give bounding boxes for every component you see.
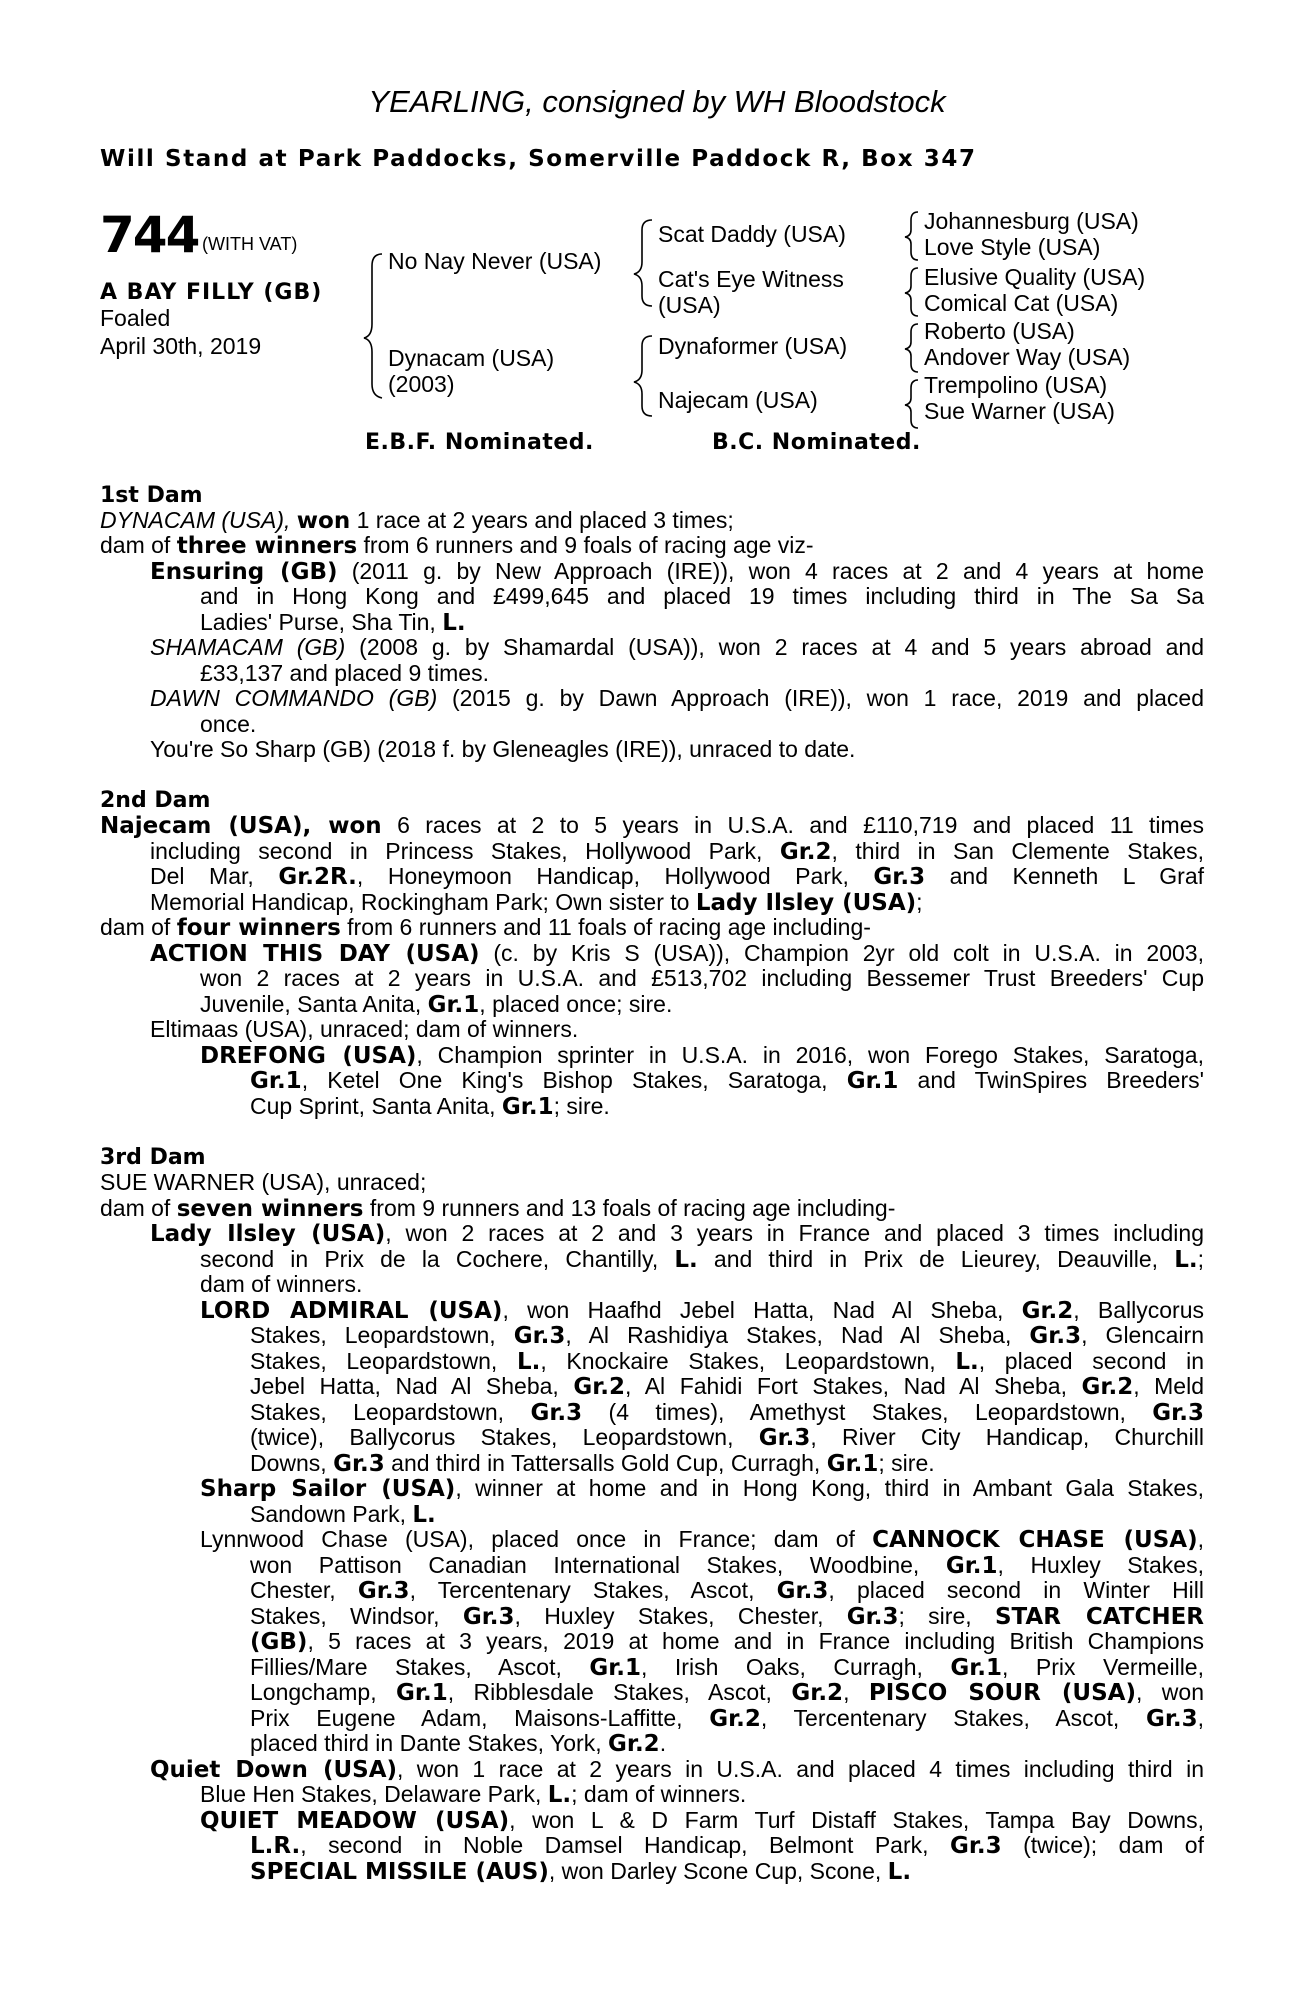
second-dam-line: DREFONG (USA), Champion sprinter in U.S.A. in 2016, won Forego Stakes, Saratoga, [200,1042,1204,1069]
third-dam-line: (GB), 5 races at 3 years, 2019 at home and in France including British Champions [250,1628,1204,1655]
third-dam-line: Sandown Park, L. [250,1501,436,1528]
pedigree-sire-dam-cont: (USA) [658,292,721,318]
pedigree-sire: No Nay Never (USA) [388,248,602,274]
third-dam-line: Lynnwood Chase (USA), placed once in France; dam of CANNOCK CHASE (USA), [200,1526,1204,1553]
second-dam-line: Del Mar, Gr.2R., Honeymoon Handicap, Hollywood Park, Gr.3 and Kenneth L Graf [150,863,1205,890]
pedigree-g1: Johannesburg (USA) [924,208,1139,234]
pedigree-sire-dam: Cat's Eye Witness [658,266,844,292]
first-dam-line: and in Hong Kong and £499,645 and placed 19 times including third in The Sa Sa [200,583,1204,609]
first-dam-line: SHAMACAM (GB) (2008 g. by Shamardal (USA)), won 2 races at 4 and 5 years abroad and [150,634,1204,660]
third-dam-line: Stakes, Leopardstown, Gr.3, Al Rashidiya Stakes, Nad Al Sheba, Gr.3, Glencairn [250,1322,1204,1349]
brace-g1 [905,212,918,260]
first-dam-line: DAWN COMMANDO (GB) (2015 g. by Dawn Approach (IRE)), won 1 race, 2019 and placed [150,685,1204,711]
second-dam-line: ACTION THIS DAY (USA) (c. by Kris S (USA)), Champion 2yr old colt in U.S.A. in 2003, [150,940,1204,967]
ebf-nominated: E.B.F. Nominated. [365,430,594,455]
third-dam-line: won Pattison Canadian International Stakes, Woodbine, Gr.1, Huxley Stakes, [250,1552,1204,1579]
first-dam-line: once. [200,711,257,737]
third-dam-line: (twice), Ballycorus Stakes, Leopardstown, Gr.3, River City Handicap, Churchill [250,1424,1204,1451]
third-dam-line: Lady Ilsley (USA), won 2 races at 2 and 3 years in France and placed 3 times including [150,1220,1205,1247]
pedigree-dam-dam: Najecam (USA) [658,387,818,413]
pedigree-g3: Elusive Quality (USA) [924,264,1146,290]
first-dam-line: DYNACAM (USA), won 1 race at 2 years and placed 3 times; [100,507,734,534]
foaled-date: April 30th, 2019 [100,333,262,359]
third-dam-heading: 3rd Dam [100,1145,206,1170]
third-dam-line: Fillies/Mare Stakes, Ascot, Gr.1, Irish Oaks, Curragh, Gr.1, Prix Vermeille, [250,1654,1204,1681]
third-dam-line: Downs, Gr.3 and third in Tattersalls Gold Cup, Curragh, Gr.1; sire. [250,1450,935,1477]
third-dam-line: Prix Eugene Adam, Maisons-Laffitte, Gr.2, Tercentenary Stakes, Ascot, Gr.3, [250,1705,1205,1732]
first-dam-line: Ensuring (GB) (2011 g. by New Approach (IRE)), won 4 races at 2 and 4 years at home [150,558,1204,585]
pedigree-g6: Andover Way (USA) [924,344,1131,370]
horse-description: A BAY FILLY (GB) [100,280,323,305]
third-dam-line: placed third in Dante Stakes, York, Gr.2. [250,1730,667,1757]
third-dam-line: SUE WARNER (USA), unraced; [100,1169,427,1195]
first-dam-line: £33,137 and placed 9 times. [200,660,489,686]
second-dam-line: Juvenile, Santa Anita, Gr.1, placed once; sire. [200,991,673,1018]
first-dam-line: You're So Sharp (GB) (2018 f. by Gleneagles (IRE)), unraced to date. [150,736,856,762]
second-dam-line: including second in Princess Stakes, Hollywood Park, Gr.2, third in San Clemente Stakes, [150,838,1204,865]
pedigree-g5: Roberto (USA) [924,318,1075,344]
pedigree-dam: Dynacam (USA) [388,345,555,371]
third-dam-line: second in Prix de la Cochere, Chantilly, L. and third in Prix de Lieurey, Deauville, L.; [200,1246,1205,1273]
third-dam-line: Jebel Hatta, Nad Al Sheba, Gr.2, Al Fahidi Fort Stakes, Nad Al Sheba, Gr.2, Meld [250,1373,1204,1400]
pedigree-g8: Sue Warner (USA) [924,398,1115,424]
vat-note: (WITH VAT) [202,234,298,254]
third-dam-line: SPECIAL MISSILE (AUS), won Darley Scone Cup, Scone, L. [250,1858,912,1885]
third-dam-line: dam of seven winners from 9 runners and 13 foals of racing age including- [100,1195,896,1222]
third-dam-line: QUIET MEADOW (USA), won L & D Farm Turf Distaff Stakes, Tampa Bay Downs, [200,1807,1204,1834]
pedigree-dam-year: (2003) [388,371,455,397]
first-dam-line: Ladies' Purse, Sha Tin, L. [200,609,466,636]
second-dam-line: won 2 races at 2 years in U.S.A. and £513,702 including Bessemer Trust Breeders' Cup [200,965,1204,991]
third-dam-line: Sharp Sailor (USA), winner at home and in Hong Kong, third in Ambant Gala Stakes, [200,1475,1204,1502]
third-dam-line: L.R., second in Noble Damsel Handicap, Belmont Park, Gr.3 (twice); dam of [250,1832,1204,1859]
brace-g4 [905,380,918,428]
pedigree-g4: Comical Cat (USA) [924,290,1119,316]
third-dam-line: LORD ADMIRAL (USA), won Haafhd Jebel Hatta, Nad Al Sheba, Gr.2, Ballycorus [200,1297,1205,1324]
second-dam-heading: 2nd Dam [100,788,211,813]
second-dam-line: Cup Sprint, Santa Anita, Gr.1; sire. [250,1093,610,1120]
pedigree-g7: Trempolino (USA) [924,372,1108,398]
third-dam-line: Blue Hen Stakes, Delaware Park, L.; dam of winners. [200,1781,747,1808]
second-dam-line: Memorial Handicap, Rockingham Park; Own sister to Lady Ilsley (USA); [150,889,923,916]
third-dam-line: dam of winners. [200,1271,363,1297]
foaled-label: Foaled [100,305,171,331]
pedigree-dam-sire: Dynaformer (USA) [658,333,848,359]
second-dam-line: Najecam (USA), won 6 races at 2 to 5 years in U.S.A. and £110,719 and placed 11 times [100,812,1204,839]
second-dam-line: Gr.1, Ketel One King's Bishop Stakes, Saratoga, Gr.1 and TwinSpires Breeders' [250,1067,1204,1094]
brace-g3 [905,324,918,372]
second-dam-line: Eltimaas (USA), unraced; dam of winners. [150,1016,579,1042]
third-dam-line: Stakes, Leopardstown, Gr.3 (4 times), Amethyst Stakes, Leopardstown, Gr.3 [250,1399,1204,1426]
pedigree-g2: Love Style (USA) [924,234,1101,260]
third-dam-line: Stakes, Leopardstown, L., Knockaire Stakes, Leopardstown, L., placed second in [250,1348,1205,1375]
bc-nominated: B.C. Nominated. [712,430,921,455]
third-dam-line: Longchamp, Gr.1, Ribblesdale Stakes, Ascot, Gr.2, PISCO SOUR (USA), won [250,1679,1204,1706]
page-title: YEARLING, consigned by WH Bloodstock [368,84,946,119]
first-dam-heading: 1st Dam [100,483,203,508]
first-dam-line: dam of three winners from 6 runners and 9 foals of racing age viz- [100,532,814,559]
brace-sire [634,220,652,306]
third-dam-line: Stakes, Windsor, Gr.3, Huxley Stakes, Chester, Gr.3; sire, STAR CATCHER [250,1603,1204,1630]
pedigree-sire-sire: Scat Daddy (USA) [658,221,846,247]
brace-g2 [905,268,918,316]
location-line: Will Stand at Park Paddocks, Somerville Paddock R, Box 347 [100,146,977,172]
third-dam-line: Quiet Down (USA), won 1 race at 2 years in U.S.A. and placed 4 times including third in [150,1756,1204,1783]
third-dam-line: Chester, Gr.3, Tercentenary Stakes, Ascot, Gr.3, placed second in Winter Hill [250,1577,1205,1604]
brace-dam [634,336,652,416]
second-dam-line: dam of four winners from 6 runners and 11 foals of racing age including- [100,914,871,941]
brace-sire-dam [364,254,382,398]
lot-number: 744 [100,206,199,264]
